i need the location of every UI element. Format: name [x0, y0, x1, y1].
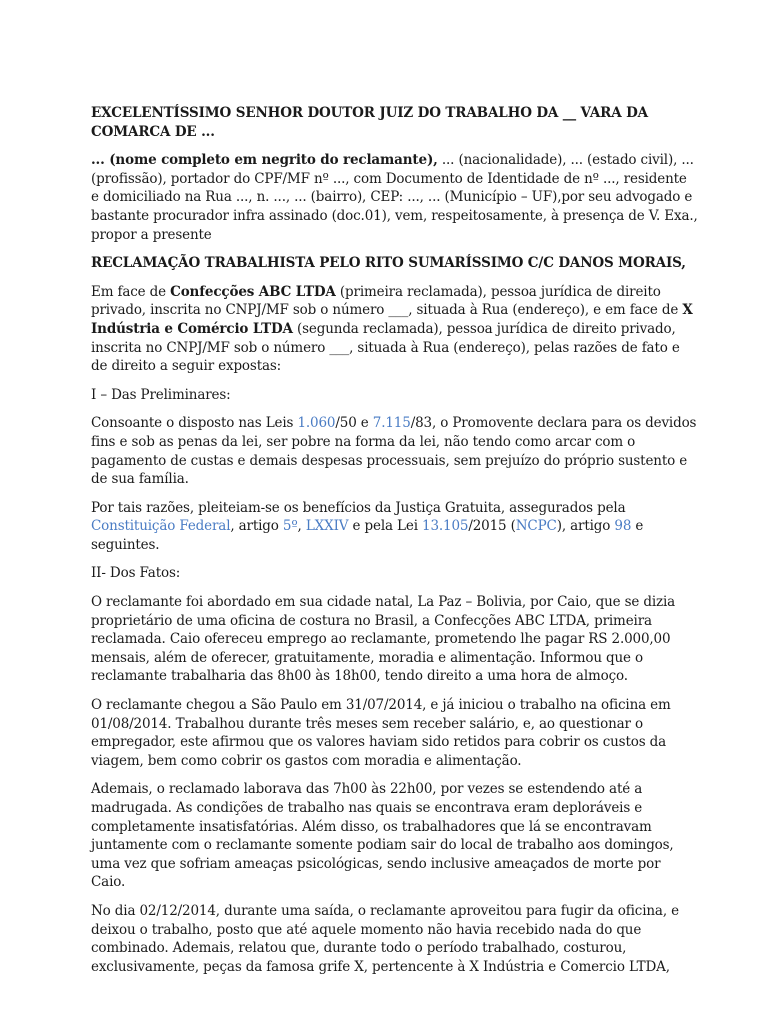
artigo-98-link[interactable]: 98: [614, 518, 632, 535]
lxxiv-link[interactable]: LXXIV: [305, 518, 349, 535]
section-title-fatos: II- Dos Fatos:: [91, 565, 181, 582]
prelim2-text-5: /2015 (: [468, 518, 516, 535]
prelim1-text-1: Consoante o disposto nas Leis: [91, 415, 298, 432]
fatos-paragraph-2: O reclamante chegou a São Paulo em 31/07/2014, e já iniciou o trabalho na oficina em 01/08/2014. Trabalhou durante três meses sem receber salário, e, ao questionar o empregador, este afirmou que os valores haviam sido retidos para cobrir os custos da viagem, bem como cobrir os gastos com moradia e alimentação.: [91, 697, 671, 769]
artigo-5-link[interactable]: 5º: [282, 518, 298, 535]
fatos-paragraph-3: Ademais, o reclamado laborava das 7h00 às 22h00, por vezes se estendendo até a madrugada. As condições de trabalho nas quais se encontrava eram deploráveis e completamente insatisfatórias. Além disso, os trabalhadores que lá se encontravam juntamente com o reclamante somente podiam sair do local de trabalho aos domingos, uma vez que sofriam ameaças psicológicas, sendo inclusive ameaçados de morte por Caio.: [91, 781, 674, 891]
section-title-preliminares: I – Das Preliminares:: [91, 386, 231, 403]
fatos-paragraph-1: O reclamante foi abordado em sua cidade natal, La Paz – Bolivia, por Caio, que se dizia proprietário de uma oficina de costura no Brasil, a Confecções ABC LTDA, primeira reclamada. Caio ofereceu emprego ao reclamante, prometendo lhe pagar RS 2.000,00 mensais, além de oferecer, gratuitamente, moradia e alimentação. Informou que o reclamante trabalharia das 8h00 às 18h00, tendo direito a uma hora de almoço.: [91, 594, 676, 685]
action-title: RECLAMAÇÃO TRABALHISTA PELO RITO SUMARÍSSIMO C/C DANOS MORAIS,: [91, 255, 686, 272]
prelim2-text-7: e seguintes.: [91, 518, 644, 553]
preliminares-paragraph-1: [91, 414, 698, 488]
parties-text-3: (segunda reclamada), pessoa jurídica de direito privado, inscrita no CNPJ/MF sob o número ___, situada à Rua (endereço), pelas razões de fato e de direito a seguir expostas:: [91, 320, 680, 375]
constituicao-federal-link[interactable]: Constituição Federal: [91, 518, 231, 535]
law-link-7115[interactable]: 7.115: [372, 415, 411, 432]
prelim2-text-1: Por tais razões, pleiteiam-se os benefícios da Justiça Gratuita, assegurados pela: [91, 499, 626, 516]
parties-text-2: (primeira reclamada), pessoa jurídica de direito privado, inscrita no CNPJ/MF sob o número ___, situada à Rua (endereço), e em face de: [91, 283, 683, 319]
prelim2-text-3: ,: [297, 518, 306, 535]
intro-paragraph: [91, 151, 698, 244]
prelim2-text-2: , artigo: [230, 518, 283, 535]
law-link-1060[interactable]: 1.060: [297, 415, 336, 432]
intro-text: ... (nacionalidade), ... (estado civil), ... (profissão), portador do CPF/MF nº ..., com Documento de Identidade de nº ..., residente e domiciliado na Rua ..., n. ..., ... (bairro), CEP: ..., ... (Município – UF),por seu advogado e bastante procurador infra assinado (doc.01), vem, respeitosamente, à presença de V. Exa., propor a presente: [91, 152, 698, 243]
ncpc-link[interactable]: NCPC: [515, 518, 557, 535]
prelim2-text-6: ), artigo: [556, 518, 615, 535]
second-defendant-name: X Indústria e Comércio LTDA: [91, 302, 693, 337]
law-link-13105[interactable]: 13.105: [422, 518, 469, 535]
prelim1-text-2: /50 e: [335, 415, 373, 432]
fatos-paragraph-4: No dia 02/12/2014, durante uma saída, o reclamante aproveitou para fugir da oficina, e deixou o trabalho, posto que até aquele momento não havia recebido nada do que combinado. Ademais, relatou que, durante todo o período trabalhado, costurou, exclusivamente, peças da famosa grife X, pertencente à X Indústria e Comercio LTDA,: [91, 902, 679, 975]
parties-paragraph: [91, 283, 698, 376]
prelim2-text-4: e pela Lei: [348, 518, 422, 535]
claimant-name: ... (nome completo em negrito do reclamante),: [91, 152, 438, 169]
prelim1-text-3: /83, o Promovente declara para os devidos fins e sob as penas da lei, ser pobre na forma da lei, não tendo como arcar com o pagamento de custas e demais despesas processuais, sem prejuízo do próprio sustento e de sua família.: [91, 415, 697, 488]
parties-text-1: Em face de: [91, 283, 171, 300]
preliminares-paragraph-2: [91, 499, 698, 555]
first-defendant-name: Confecções ABC LTDA: [170, 283, 336, 300]
document-header: EXCELENTÍSSIMO SENHOR DOUTOR JUIZ DO TRABALHO DA __ VARA DA COMARCA DE ...: [91, 105, 648, 140]
